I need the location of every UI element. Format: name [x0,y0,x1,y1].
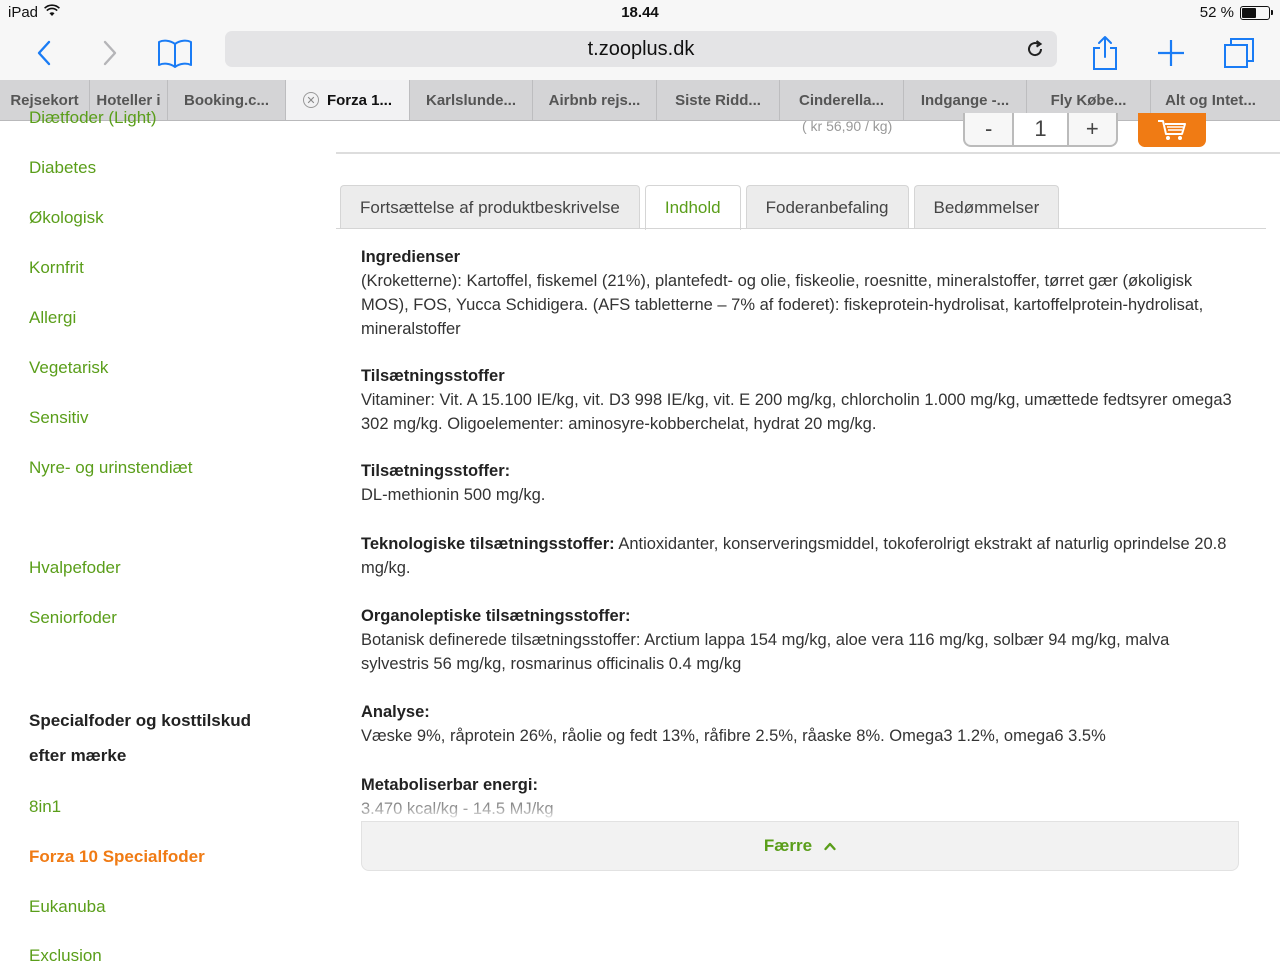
tab-description[interactable]: Fortsættelse af produktbeskrivelse [340,185,640,229]
browser-tab[interactable] [168,80,286,120]
category-sidebar [0,108,320,965]
tab-label: Karlslunde... [425,91,517,109]
sidebar-brand-8in1[interactable]: 8in1 [29,797,62,816]
divider [336,152,1280,154]
analysis-text: Væske 9%, råprotein 26%, råolie og fedt 13%, råfibre 2.5%, råaske 8%. Omega3 1.2%, omega6 3.5% [361,727,1106,745]
additives2-heading: Tilsætningsstoffer: [361,462,511,480]
add-to-cart-button[interactable] [1138,113,1206,147]
close-tab-icon[interactable]: ✕ [303,92,319,108]
organoleptic-section [361,604,1241,676]
back-button[interactable] [22,30,66,76]
technological-text: Antioxidanter, konserveringsmiddel, tokoferolrigt ekstrakt af naturlig oprindelse 20.8 mg/kg. [361,535,1227,577]
organoleptic-heading: Organoleptiske tilsætningsstoffer: [361,607,631,625]
technological-section [361,532,1241,580]
device-name: iPad [8,4,39,21]
sidebar-item-puppy-food[interactable]: Hvalpefoder [29,558,121,577]
sidebar-item-grain-free[interactable]: Kornfrit [29,258,84,277]
organoleptic-text: Botanisk definerede tilsætningsstoffer: Arctium lappa 154 mg/kg, aloe vera 116 mg/kg, solbær 94 mg/kg, malva sylvestris 56 mg/kg, rosmarinus officinalis 0.4 mg/kg [361,631,1170,673]
sidebar-brand-heading: Specialfoder og kosttilskud efter mærke [29,711,251,765]
sidebar-brand-forza10[interactable]: Forza 10 Specialfoder [29,847,205,866]
product-main [336,116,1280,960]
sidebar-item-sensitive[interactable]: Sensitiv [29,408,89,427]
tab-label: Alt og Intet... [1165,91,1256,109]
plus-icon [1156,38,1186,68]
tab-reviews[interactable]: Bedømmelser [914,185,1060,229]
cart-icon [1157,119,1187,141]
quantity-decrease-button[interactable]: - [985,116,993,141]
ingredients-text: (Kroketterne): Kartoffel, fiskemel (21%), plantefedt- og olie, fiskeolie, roesnitte, mineralstoffer, tørret gær (økoligisk MOS), FOS, Yucca Schidigera. (AFS tabletterne – 7% af foderet): fiskeprotein-hydrolisat, kartoffelprotein-hydrolisat, mineralstoffer [361,272,1204,338]
additives2-section [361,459,1241,507]
show-less-label: Færre [763,836,813,855]
sidebar-item-allergy[interactable]: Allergi [29,308,77,327]
sidebar-item-senior-food[interactable]: Seniorfoder [29,608,117,627]
bookmarks-button[interactable] [152,30,198,76]
browser-tab[interactable] [657,80,780,120]
analysis-heading: Analyse: [361,703,430,721]
status-bar [0,0,1280,26]
tab-label: Booking.c... [183,91,269,109]
clock: 18.44 [621,4,659,21]
quantity-increase-button[interactable]: + [1085,116,1099,141]
sidebar-item-diabetes[interactable]: Diabetes [29,158,97,177]
sidebar-brand-exclusion[interactable]: Exclusion [29,946,102,965]
technological-heading: Teknologiske tilsætningsstoffer: [361,535,615,553]
address-bar[interactable] [225,31,1057,67]
browser-tab[interactable] [410,80,533,120]
new-tab-button[interactable] [1148,30,1194,76]
url-text: t.zooplus.dk [587,37,695,60]
product-tabs [340,185,1059,229]
reload-icon[interactable] [1025,39,1045,59]
browser-toolbar [0,26,1280,80]
energy-text: 3.470 kcal/kg - 14.5 MJ/kg [361,800,554,818]
tab-label: Indgange -... [920,91,1010,109]
sidebar-item-organic[interactable]: Økologisk [29,208,104,227]
energy-heading: Metaboliserbar energi: [361,776,538,794]
battery-level-fill [1242,8,1256,18]
quantity-stepper[interactable] [963,113,1118,147]
status-right [1200,4,1270,21]
quantity-value[interactable]: 1 [1012,113,1068,145]
sidebar-item-diet-light[interactable]: Diætfoder (Light) [29,108,157,127]
book-icon [157,38,193,68]
share-icon [1091,35,1119,71]
tab-label: Fly Købe... [1050,91,1127,109]
tab-label: Airbnb rejs... [548,91,641,109]
tabs-overview-button[interactable] [1216,30,1262,76]
additives-heading: Tilsætningsstoffer [361,367,505,385]
battery-percent: 52 % [1199,4,1234,21]
tab-label: Siste Ridd... [675,91,761,109]
tab-label: Rejsekort [10,91,79,109]
tab-label: Forza 1... [326,91,393,109]
tab-underline [336,228,1266,229]
show-less-button[interactable] [361,821,1239,871]
browser-tab-active[interactable] [286,80,410,120]
sidebar-item-vegetarian[interactable]: Vegetarisk [29,358,109,377]
additives2-text: DL-methionin 500 mg/kg. [361,486,546,504]
tabs-icon [1222,36,1256,70]
battery-icon [1240,6,1270,20]
ingredients-section [361,245,1241,341]
share-button[interactable] [1082,30,1128,76]
chevron-right-icon [102,40,118,66]
forward-button[interactable] [88,30,132,76]
price-per-kg: ( kr 56,90 / kg) [802,118,893,134]
sidebar-item-kidney-diet[interactable]: Nyre- og urinstendiæt [29,458,193,477]
analysis-section [361,700,1241,748]
tab-label: Cinderella... [798,91,885,109]
additives-text: Vitaminer: Vit. A 15.100 IE/kg, vit. D3 998 IE/kg, vit. E 200 mg/kg, chlorcholin 1.000 mg/kg, umættede fedtsyrer omega3 302 mg/kg. Oligoelementer: aminosyre-kobberchelat, hydrat 20 mg/kg. [361,391,1232,433]
tab-feeding-recommendation[interactable]: Foderanbefaling [746,185,909,229]
tab-contents[interactable]: Indhold [645,185,741,230]
chevron-up-icon [824,842,836,850]
additives-section [361,364,1241,436]
energy-section [361,773,1241,821]
browser-tab[interactable] [780,80,904,120]
browser-tab[interactable] [533,80,657,120]
tab-label: Hoteller i [96,91,161,109]
sidebar-brand-eukanuba[interactable]: Eukanuba [29,897,106,916]
ingredients-heading: Ingredienser [361,248,461,266]
chevron-left-icon [36,40,52,66]
